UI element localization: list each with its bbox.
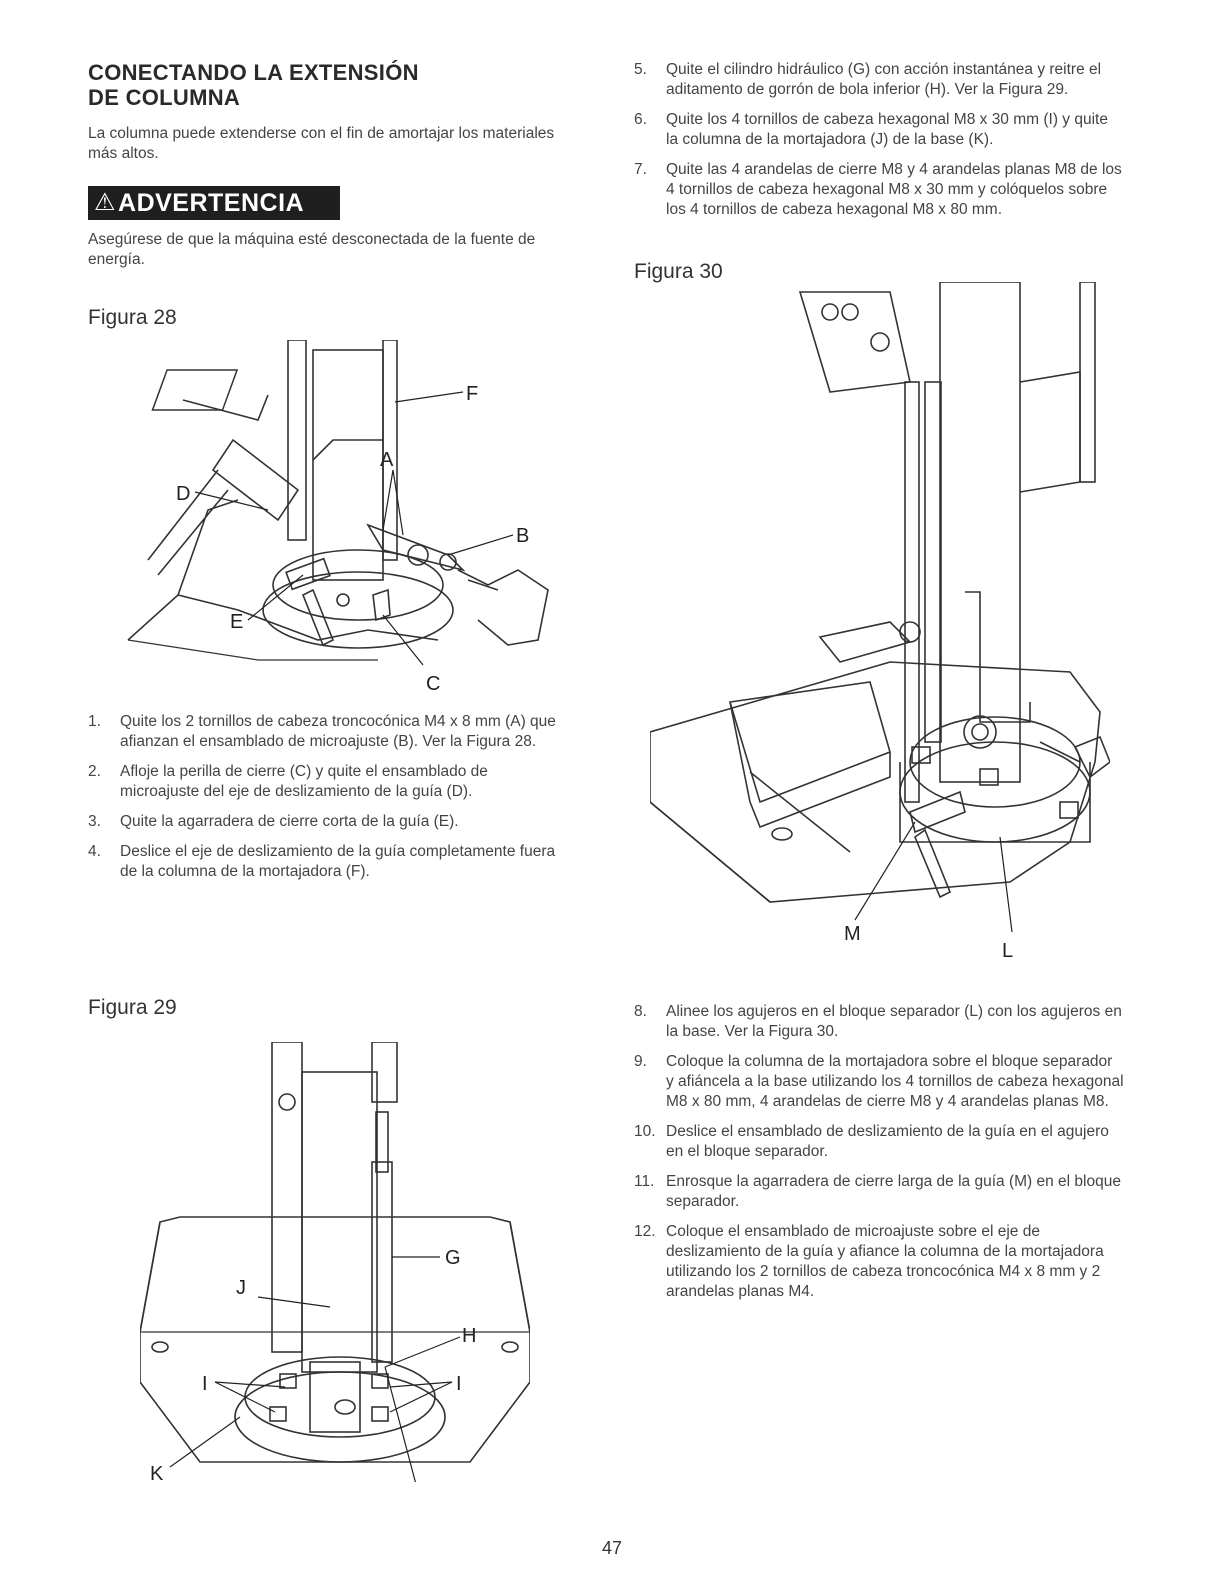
intro-text: La columna puede extenderse con el fin de amortajar los materiales más altos. [88, 125, 555, 162]
list-item: 10. Deslice el ensamblado de deslizamiento de la guía en el agujero en el bloque separador. [634, 1123, 1109, 1160]
list-item: 2. Afloje la perilla de cierre (C) y quite el ensamblado de microajuste del eje de deslizamiento de la guía (D). [88, 763, 488, 800]
callout-k: K [150, 1463, 164, 1482]
figure-28-illustration [118, 340, 558, 690]
list-item: 6. Quite los 4 tornillos de cabeza hexagonal M8 x 30 mm (I) y quite la columna de la mortajadora (J) de la base (K). [634, 111, 1108, 148]
figure-30-title: Figura 30 [634, 260, 723, 283]
callout-c: C [426, 673, 441, 690]
list-item: 12. Coloque el ensamblado de microajuste sobre el eje de deslizamiento de la guía y afiance la columna de la mortajadora utilizando los 2 tornillos de cabeza troncocónica M4 x 8 mm y 2 arandelas planas M4. [634, 1223, 1104, 1300]
heading-line-2: DE COLUMNA [88, 85, 241, 110]
callout-l: L [1002, 940, 1014, 962]
callout-f: F [466, 383, 479, 405]
callout-i-left: I [202, 1373, 208, 1395]
callout-e: E [230, 611, 244, 633]
list-item: 7. Quite las 4 arandelas de cierre M8 y 4 arandelas planas M8 de los 4 tornillos de cabeza hexagonal M8 x 30 mm y colóquelos sobre los 4 tornillos de cabeza hexagonal M8 x 80 mm. [634, 161, 1122, 218]
warning-label: ADVERTENCIA [118, 189, 305, 217]
callout-j: J [236, 1277, 246, 1299]
callout-i-right: I [456, 1373, 462, 1395]
steps-list-left [88, 712, 568, 892]
steps-list-right-top [634, 60, 1124, 230]
warning-text: Asegúrese de que la máquina esté desconectada de la fuente de energía. [88, 231, 536, 268]
list-item: 5. Quite el cilindro hidráulico (G) con acción instantánea y reitre el aditamento de gorrón de bola inferior (H). Ver la Figura 29. [634, 61, 1102, 98]
steps-list-right-bottom [634, 1002, 1124, 1312]
section-heading [88, 60, 568, 110]
callout-m: M [844, 923, 861, 945]
callout-b: B [516, 525, 530, 547]
figure-30-illustration [650, 282, 1110, 962]
warning-triangle-icon: ⚠ [94, 189, 117, 216]
list-item: 3. Quite la agarradera de cierre corta de la guía (E). [88, 813, 459, 830]
heading-line-1: CONECTANDO LA EXTENSIÓN [88, 60, 419, 85]
warning-banner [88, 186, 340, 220]
callout-h: H [462, 1325, 477, 1347]
list-item: 11. Enrosque la agarradera de cierre larga de la guía (M) en el bloque separador. [634, 1173, 1121, 1210]
figure-28-title: Figura 28 [88, 306, 177, 329]
list-item: 1. Quite los 2 tornillos de cabeza troncocónica M4 x 8 mm (A) que afianzan el ensamblado de microajuste (B). Ver la Figura 28. [88, 713, 556, 750]
figure-29-title: Figura 29 [88, 996, 177, 1019]
callout-d: D [176, 483, 191, 505]
list-item: 9. Coloque la columna de la mortajadora sobre el bloque separador y afiáncela a la base utilizando los 4 tornillos de cabeza hexagonal M8 x 80 mm, 4 arandelas de cierre M8 y 4 arandelas planas M8. [634, 1053, 1124, 1110]
list-item: 4. Deslice el eje de deslizamiento de la guía completamente fuera de la columna de la mortajadora (F). [88, 843, 556, 880]
list-item: 8. Alinee los agujeros en el bloque separador (L) con los agujeros en la base. Ver la Figura 30. [634, 1003, 1122, 1040]
figure-29-illustration [140, 1042, 530, 1482]
callout-g: G [445, 1247, 461, 1269]
page-number: 47 [601, 1538, 623, 1558]
callout-a: A [380, 449, 394, 471]
